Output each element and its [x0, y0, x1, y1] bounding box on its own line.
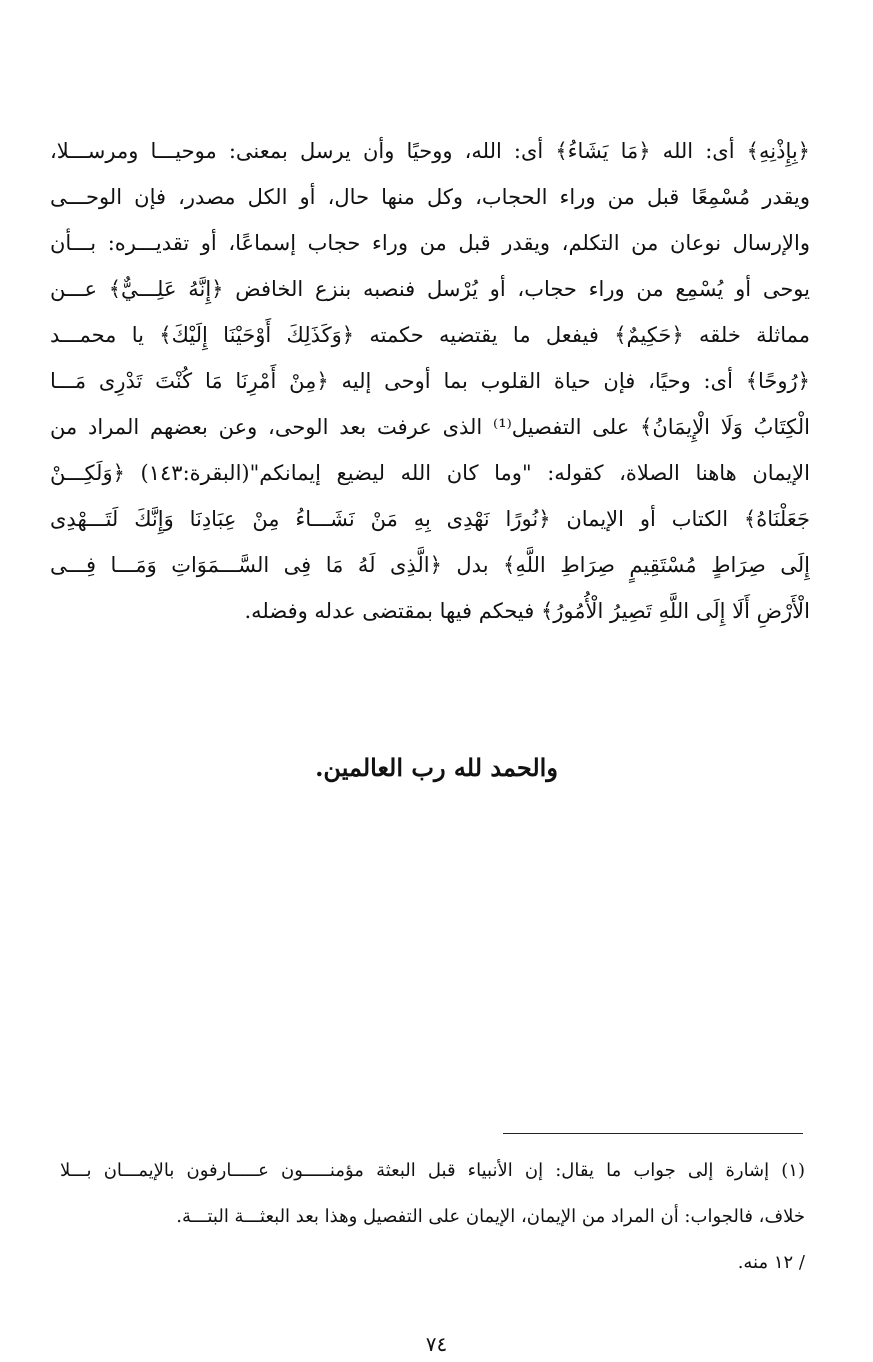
text-line: يوحى أو يُسْمِع من وراء حجاب، أو يُرْسل فنصبه بنزع الخافض ﴿إِنَّهُ عَلِـــيٌّ﴾ عـــن [50, 277, 810, 301]
footnote-line: / ١٢ منه. [737, 1252, 805, 1273]
footnote-line: خلاف، فالجواب: أن المراد من الإيمان، الإيمان على التفصيل وهذا بعد البعثـــة البتـــة. [176, 1206, 805, 1227]
footnote-line: (١) إشارة إلى جواب ما يقال: إن الأنبياء قبل البعثة مؤمنـــــون عـــــارفون بالإيمـــان بـــلا [60, 1160, 805, 1181]
text-line: ﴿بِإِذْنِهِ﴾ أى: الله ﴿مَا يَشَاءُ﴾ أى: الله، ووحيًا وأن يرسل بمعنى: موحيـــا ومرســـلا، [50, 139, 810, 163]
text-line: مماثلة خلقه ﴿حَكِيمٌ﴾ فيفعل ما يقتضيه حكمته ﴿وَكَذَلِكَ أَوْحَيْنَا إِلَيْكَ﴾ يا محمـــد [50, 323, 810, 347]
page-number: ٧٤ [425, 1332, 448, 1356]
text-line: جَعَلْنَاهُ﴾ الكتاب أو الإيمان ﴿نُورًا نَهْدِى بِهِ مَنْ نَشَـــاءُ مِنْ عِبَادِنَا وَإِنَّكَ لَتَـــهْدِى [50, 507, 810, 531]
text-line: والإرسال نوعان من التكلم، ويقدر قبل من وراء حجاب إسماعًا، أو تقديـــره: بـــأن [50, 231, 810, 255]
footnote-divider [503, 1133, 803, 1134]
text-line: الْأَرْضِ أَلَا إِلَى اللَّهِ تَصِيرُ الْأُمُورُ﴾ فيحكم فيها بمقتضى عدله وفضله. [244, 599, 810, 623]
text-line: إِلَى صِرَاطٍ مُسْتَقِيمٍ صِرَاطِ اللَّهِ﴾ بدل ﴿الَّذِى لَهُ مَا فِى السَّـــمَوَاتِ وَمَـــا فِـــى [50, 553, 810, 577]
closing-praise: والحمد لله رب العالمين. [315, 753, 558, 782]
text-line: الْكِتَابُ وَلَا الْإِيمَانُ﴾ على التفصيل⁽¹⁾ الذى عرفت بعد الوحى، وعن بعضهم المراد من [50, 415, 810, 439]
main-text-block [50, 128, 810, 634]
text-line: ﴿رُوحًا﴾ أى: وحيًا، فإن حياة القلوب بما أوحى إليه ﴿مِنْ أَمْرِنَا مَا كُنْتَ تَدْرِى مَـــا [50, 369, 810, 393]
footnotes-block [60, 1148, 805, 1286]
text-line: الإيمان هاهنا الصلاة، كقوله: "وما كان الله ليضيع إيمانكم"(البقرة:١٤٣) ﴿وَلَكِـــنْ [50, 461, 810, 485]
text-line: ويقدر مُسْمِعًا قبل من وراء الحجاب، وكل منها حال، أو الكل مصدر، فإن الوحـــى [50, 185, 810, 209]
